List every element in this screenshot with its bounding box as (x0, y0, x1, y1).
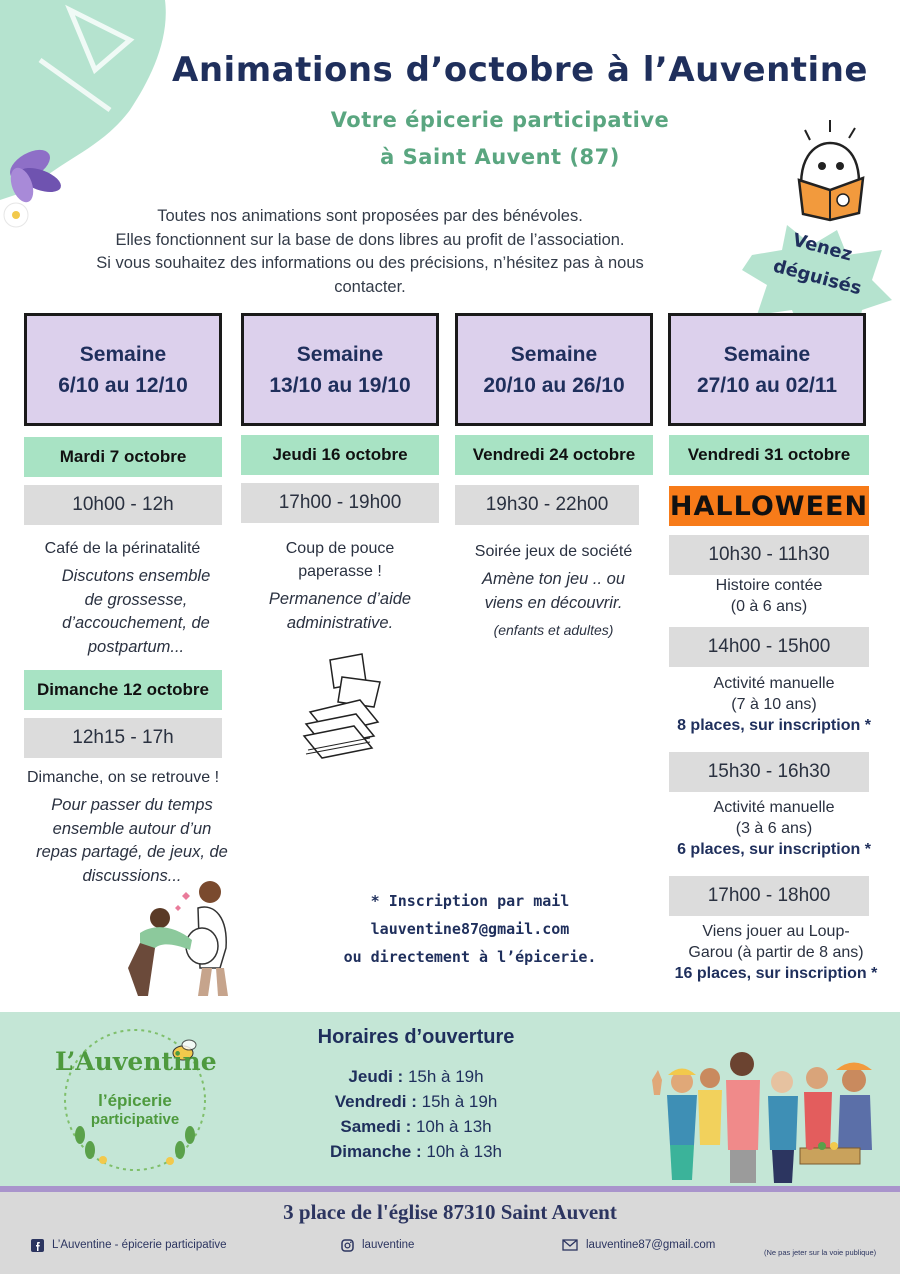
event-day-label: Vendredi 24 octobre (455, 435, 653, 475)
event-time: 10h30 - 11h30 (669, 535, 869, 575)
event-time: 17h00 - 19h00 (241, 483, 439, 523)
event-day-label: Mardi 7 octobre (24, 437, 222, 477)
instagram-contact[interactable] (340, 1238, 414, 1252)
week-header-1 (24, 313, 222, 426)
registration-email[interactable]: lauventine87@gmail.com (370, 920, 570, 938)
desc-line: Pour passer du temps (51, 796, 213, 814)
facebook-page-name: L’Auventine - épicerie participative (52, 1239, 227, 1251)
paper-stack-illustration (300, 652, 390, 762)
shop-address: 3 place de l'église 87310 Saint Auvent (283, 1200, 617, 1224)
event-title (660, 921, 892, 984)
page-title: Animations d’octobre à l’Auventine (172, 50, 868, 90)
slot-places: 8 places, sur inscription * (677, 717, 871, 734)
desc-line: administrative. (286, 613, 394, 632)
event-time: 19h30 - 22h00 (455, 485, 639, 525)
desc-line: repas partagé, de jeux, de (36, 843, 228, 861)
hours-row (276, 1067, 556, 1087)
hours-row (276, 1092, 556, 1112)
hours-day: Samedi : (340, 1117, 412, 1136)
halloween-banner: HALLOWEEN (669, 486, 869, 526)
intro-line: Elles fonctionnent sur la base de dons libres au profit de l’association. (115, 230, 625, 249)
week-label: Semaine (510, 342, 598, 366)
week-header-3 (455, 313, 653, 426)
hours-day: Jeudi : (348, 1067, 404, 1086)
email-address: lauventine87@gmail.com (586, 1239, 716, 1251)
event-day-label: Vendredi 31 octobre (669, 435, 869, 475)
desc-line: Amène ton jeu .. ou (481, 570, 626, 588)
hours-time: 10h à 13h (426, 1142, 502, 1161)
hours-day: Dimanche : (329, 1142, 422, 1161)
event-time: 15h30 - 16h30 (669, 752, 869, 792)
slot-activity: Activité manuelle (713, 799, 835, 816)
event-audience-note: (enfants et adultes) (493, 622, 614, 638)
registration-line: * Inscription par mail (370, 892, 570, 910)
mail-icon (562, 1238, 578, 1252)
instagram-icon (340, 1238, 354, 1252)
facebook-icon (30, 1238, 44, 1252)
facebook-contact[interactable] (30, 1238, 227, 1252)
intro-line: contacter. (334, 277, 406, 296)
desc-line: Permanence d’aide (268, 590, 412, 608)
opening-hours-title: Horaires d’ouverture (317, 1026, 515, 1048)
costume-badge-line1: Venez (790, 229, 855, 266)
slot-places: 6 places, sur inscription * (677, 841, 871, 858)
event-day-label: Dimanche 12 octobre (24, 670, 222, 710)
event-time: 12h15 - 17h (24, 718, 222, 758)
week-header-2 (241, 313, 439, 426)
week-label: Semaine (723, 342, 811, 366)
slot-age: Garou (à partir de 8 ans) (688, 944, 864, 961)
event-title (660, 575, 878, 617)
intro-line: Si vous souhaitez des informations ou des précisions, n’hésitez pas à nous (96, 254, 644, 272)
week-label: Semaine (296, 342, 384, 366)
ghost-reading-icon (785, 118, 875, 223)
logo-line2: l’épicerie (98, 1091, 172, 1110)
week-range: 6/10 au 12/10 (58, 373, 188, 397)
logo-name: L’Auventine (55, 1047, 217, 1076)
hours-time: 15h à 19h (421, 1092, 498, 1111)
desc-line: d’accouchement, de (62, 614, 210, 632)
pregnant-couple-illustration (120, 878, 245, 998)
slot-age: (7 à 10 ans) (731, 696, 817, 713)
subtitle-line1: Votre épicerie participative (330, 108, 670, 132)
registration-line: ou directement à l’épicerie. (343, 948, 597, 966)
desc-line: postpartum... (87, 637, 185, 656)
event-day-label: Jeudi 16 octobre (241, 435, 439, 475)
slot-age: (3 à 6 ans) (735, 820, 813, 837)
hours-day: Vendredi : (334, 1092, 417, 1111)
logo-line3: participative (90, 1111, 180, 1128)
email-contact[interactable] (562, 1238, 715, 1252)
desc-line: viens en découvrir. (484, 593, 623, 612)
litter-note: (Ne pas jeter sur la voie publique) (764, 1248, 877, 1257)
slot-activity: Activité manuelle (713, 675, 835, 692)
event-description (241, 588, 439, 635)
hours-row (276, 1142, 556, 1162)
week-range: 20/10 au 26/10 (483, 373, 625, 397)
slot-places: 16 places, sur inscription * (674, 965, 878, 982)
desc-line: de grossesse, (84, 590, 188, 609)
group-of-people-illustration (632, 1050, 897, 1185)
title-line: Coup de pouce (285, 540, 395, 557)
desc-line: discussions... (82, 866, 182, 885)
hours-row (276, 1117, 556, 1137)
event-time: 10h00 - 12h (24, 485, 222, 525)
event-title (660, 797, 888, 860)
event-title: Dimanche, on se retrouve ! (26, 769, 220, 786)
event-title (660, 673, 888, 736)
registration-note (330, 887, 610, 971)
intro-text (60, 205, 680, 299)
auventine-logo (55, 1025, 215, 1175)
event-title (241, 537, 439, 583)
intro-line: Toutes nos animations sont proposées par des bénévoles. (157, 207, 583, 225)
week-range: 27/10 au 02/11 (696, 373, 838, 397)
week-range: 13/10 au 19/10 (269, 373, 411, 397)
title-line: paperasse ! (298, 563, 382, 580)
week-header-4 (668, 313, 866, 426)
event-time: 17h00 - 18h00 (669, 876, 869, 916)
slot-activity: Histoire contée (715, 577, 823, 594)
week-label: Semaine (79, 342, 167, 366)
slot-activity: Viens jouer au Loup- (702, 923, 850, 940)
event-description (441, 568, 666, 615)
desc-line: ensemble autour d’un (52, 819, 212, 838)
subtitle-line2: à Saint Auvent (87) (380, 145, 620, 169)
instagram-handle: lauventine (362, 1239, 415, 1251)
event-title: Soirée jeux de société (474, 543, 633, 560)
hours-time: 15h à 19h (407, 1067, 484, 1086)
hours-time: 10h à 13h (415, 1117, 492, 1136)
event-title: Café de la périnatalité (44, 540, 201, 557)
event-time: 14h00 - 15h00 (669, 627, 869, 667)
event-description (8, 794, 256, 888)
event-description (10, 565, 262, 659)
slot-age: (0 à 6 ans) (730, 598, 808, 615)
costume-badge-line2: déguisés (770, 255, 864, 300)
desc-line: Discutons ensemble (61, 567, 211, 585)
